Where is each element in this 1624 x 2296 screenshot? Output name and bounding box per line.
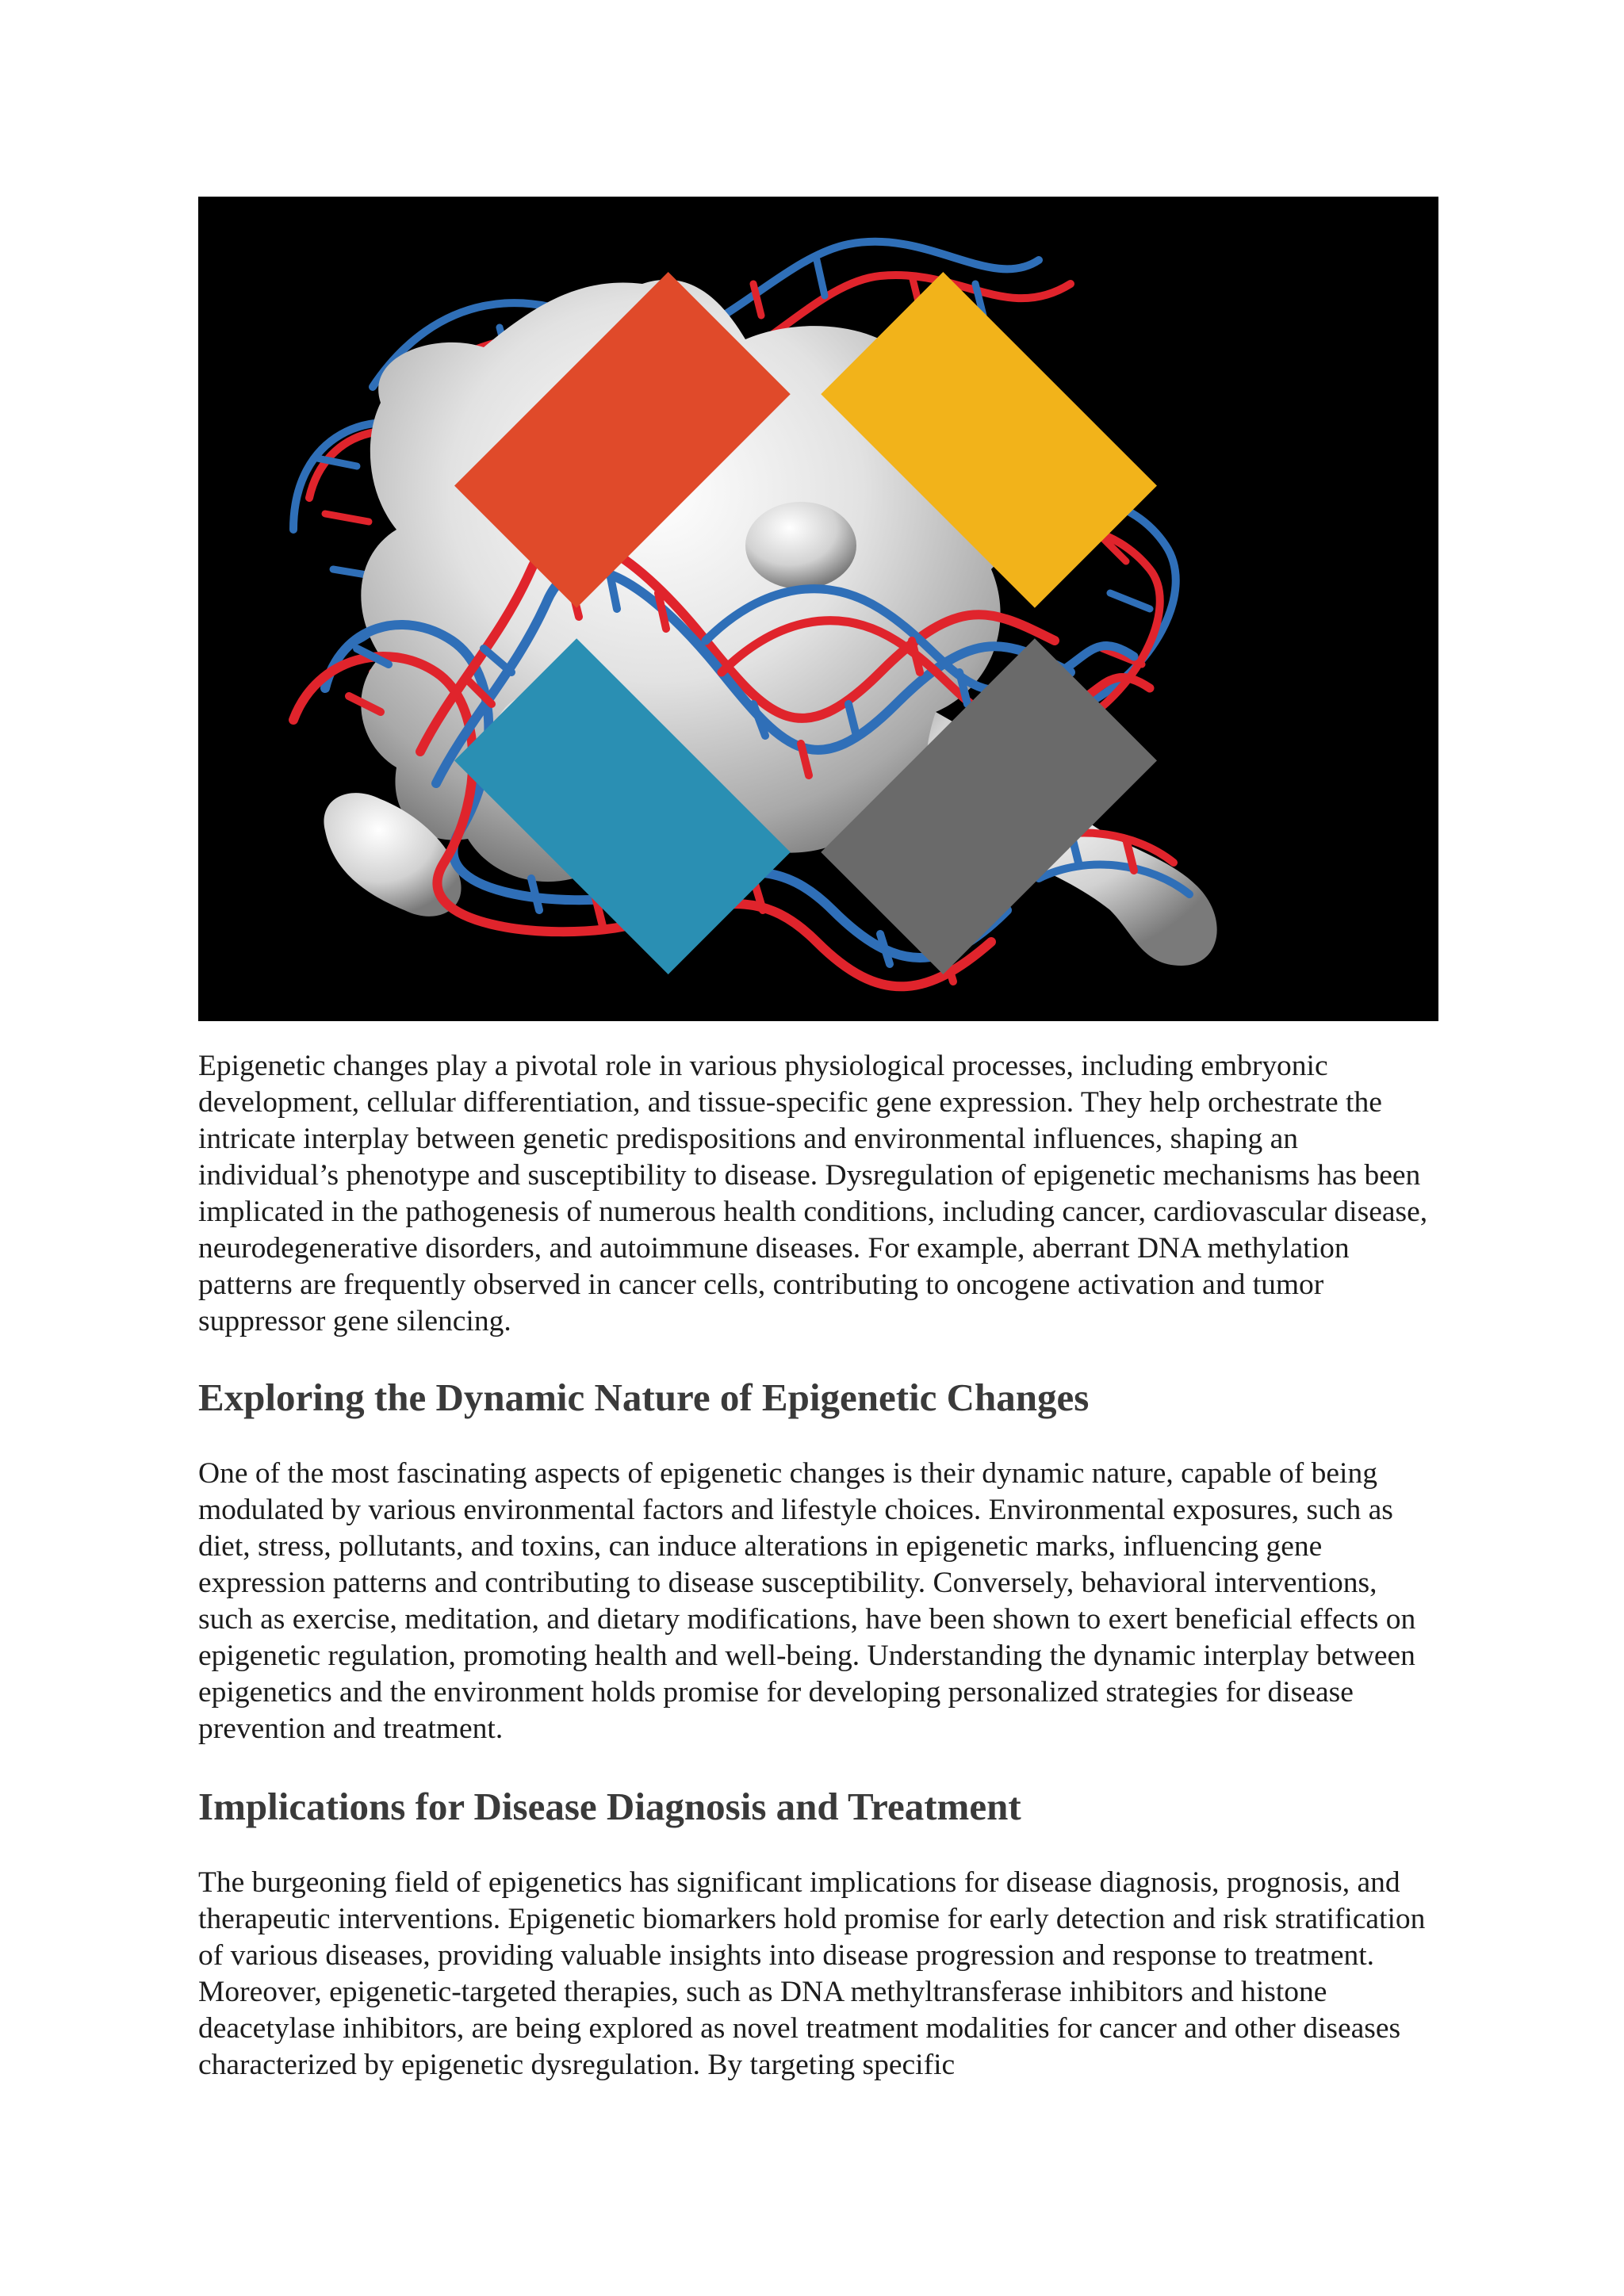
heading-dynamic-nature: Exploring the Dynamic Nature of Epigenetic Changes [198, 1376, 1090, 1419]
paragraph-diagnosis-treatment: The burgeoning field of epigenetics has significant implications for disease diagnosis, prognosis, and therapeutic interventions. Epigenetic biomarkers hold promise for early detection and risk stratification of various diseases, providing valuable insights into disease progression and response to treatment. Moreover, epigenetic-targeted therapies, such as DNA methyltransferase inhibitors and histone deacetylase inhibitors, are being explored as novel treatment modalities for cancer and other diseases characterized by epigenetic dysregulation. By targeting specific [198, 1866, 1426, 2081]
article [198, 197, 1438, 2084]
paragraph-epigenetic-roles: Epigenetic changes play a pivotal role in various physiological processes, including embryonic development, cellular differentiation, and tissue-specific gene expression. They help orchestrate the intricate interplay between genetic predispositions and environmental influences, shaping an individual’s phenotype and susceptibility to disease. Dysregulation of epigenetic mechanisms has been implicated in the pathogenesis of numerous health conditions, including cancer, cardiovascular disease, neurodegenerative disorders, and autoimmune diseases. For example, aberrant DNA methylation patterns are frequently observed in cancer cells, contributing to oncogene activation and tumor suppressor gene silencing. [198, 1050, 1428, 1337]
dna-histone-image [198, 197, 1438, 1021]
paragraph-dynamic-nature: One of the most fascinating aspects of epigenetic changes is their dynamic nature, capable of being modulated by various environmental factors and lifestyle choices. Environmental exposures, such as diet, stress, pollutants, and toxins, can induce alterations in epigenetic marks, influencing gene expression patterns and contributing to disease susceptibility. Conversely, behavioral interventions, such as exercise, meditation, and dietary modifications, have been shown to exert beneficial effects on epigenetic regulation, promoting health and well-being. Understanding the dynamic interplay between epigenetics and the environment holds promise for developing personalized strategies for disease prevention and treatment. [198, 1457, 1416, 1745]
brand-logo-icon [198, 211, 1426, 1021]
heading-diagnosis-treatment: Implications for Disease Diagnosis and Treatment [198, 1785, 1021, 1828]
